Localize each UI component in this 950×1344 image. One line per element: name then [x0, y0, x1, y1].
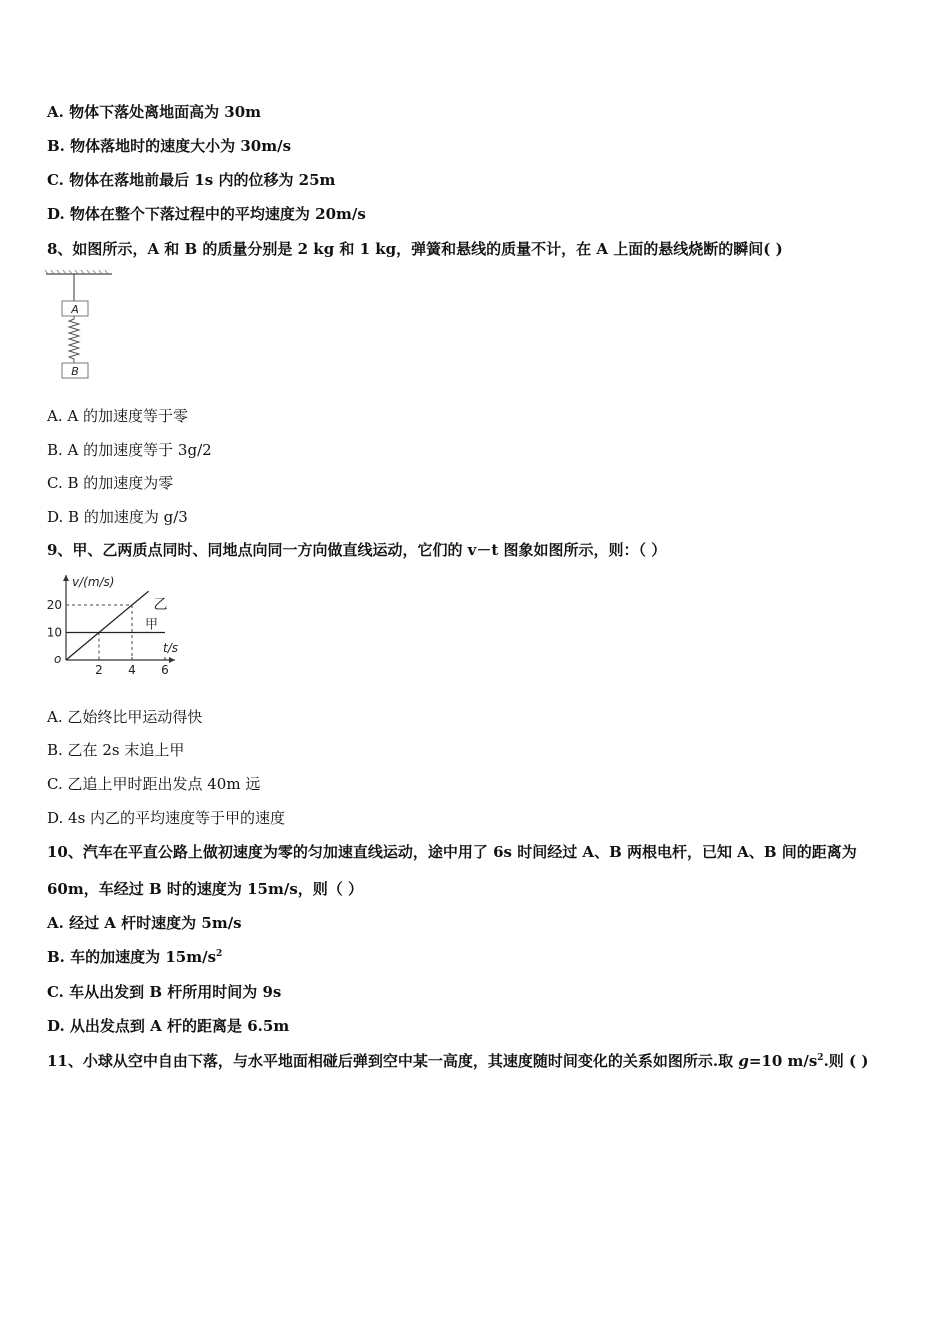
q10-option-b — [47, 947, 222, 967]
spring — [69, 316, 79, 363]
q7-option-b: B. 物体落地时的速度大小为 30m/s — [47, 137, 292, 155]
q7-option-a: A. 物体下落处离地面高为 30m — [47, 103, 262, 121]
x-tick-label: 2 — [95, 663, 103, 677]
q8-stem: 8、如图所示，A 和 B 的质量分别是 2 kg 和 1 kg，弹簧和悬线的质量不计，在 A 上面的悬线烧断的瞬间( ) — [47, 240, 783, 258]
q7-option-c: C. 物体在落地前最后 1s 内的位移为 25m — [47, 171, 336, 189]
y-tick-label: 20 — [46, 598, 62, 612]
x-tick-label: 4 — [128, 663, 136, 677]
origin-label: o — [54, 652, 62, 666]
series-yi-line — [66, 591, 149, 660]
q8-option-a: A. A 的加速度等于零 — [47, 407, 188, 425]
series-jia-label: 甲 — [145, 617, 159, 633]
q8-option-d: D. B 的加速度为 g/3 — [47, 508, 188, 526]
q10-option-c: C. 车从出发到 B 杆所用时间为 9s — [47, 983, 282, 1001]
q9-option-d: D. 4s 内乙的平均速度等于甲的速度 — [47, 809, 286, 827]
x-tick-label: 6 — [161, 663, 169, 677]
q10-option-d: D. 从出发点到 A 杆的距离是 6.5m — [47, 1017, 290, 1035]
q11-g-value: =10 m/s — [748, 1052, 818, 1070]
q9-option-b: B. 乙在 2s 末追上甲 — [47, 741, 185, 759]
q10-stem-line1: 10、汽车在平直公路上做初速度为零的匀加速直线运动，途中用了 6s 时间经过 A、B 两根电杆，已知 A、B 间的距离为 — [47, 843, 857, 861]
series-yi-label: 乙 — [153, 597, 168, 613]
q9-option-a: A. 乙始终比甲运动得快 — [47, 708, 203, 726]
y-axis-arrow — [63, 575, 69, 581]
q10-option-b-sup: 2 — [216, 949, 223, 959]
q11-stem-end: .则 ( ) — [823, 1052, 869, 1070]
q9-option-c: C. 乙追上甲时距出发点 40m 远 — [47, 775, 261, 793]
q7-option-d: D. 物体在整个下落过程中的平均速度为 20m/s — [47, 205, 366, 223]
q11-stem — [47, 1051, 868, 1071]
vt-chart — [44, 572, 194, 677]
q10-stem-line2: 60m，车经过 B 时的速度为 15m/s，则（ ） — [47, 880, 363, 898]
y-tick-label: 10 — [46, 625, 62, 640]
q11-sup: 2 — [817, 1053, 824, 1063]
block-b-label: B — [71, 365, 79, 378]
q11-g-symbol: g — [738, 1052, 749, 1070]
q10-option-a: A. 经过 A 杆时速度为 5m/s — [47, 914, 242, 932]
spring-figure — [44, 268, 116, 386]
block-a-label: A — [71, 303, 79, 316]
y-axis-label: v/(m/s) — [72, 575, 115, 589]
q8-option-b: B. A 的加速度等于 3g/2 — [47, 441, 212, 459]
x-axis-label: t/s — [163, 641, 178, 655]
x-axis-arrow — [169, 657, 175, 663]
q10-option-b-text: B. 车的加速度为 15m/s — [47, 948, 217, 966]
q11-stem-before: 11、小球从空中自由下落，与水平地面相碰后弹到空中某一高度，其速度随时间变化的关系如图所示.取 — [47, 1052, 739, 1070]
q9-stem: 9、甲、乙两质点同时、同地点向同一方向做直线运动，它们的 v－t 图象如图所示，则：（ ） — [47, 541, 667, 559]
q8-option-c: C. B 的加速度为零 — [47, 474, 174, 492]
